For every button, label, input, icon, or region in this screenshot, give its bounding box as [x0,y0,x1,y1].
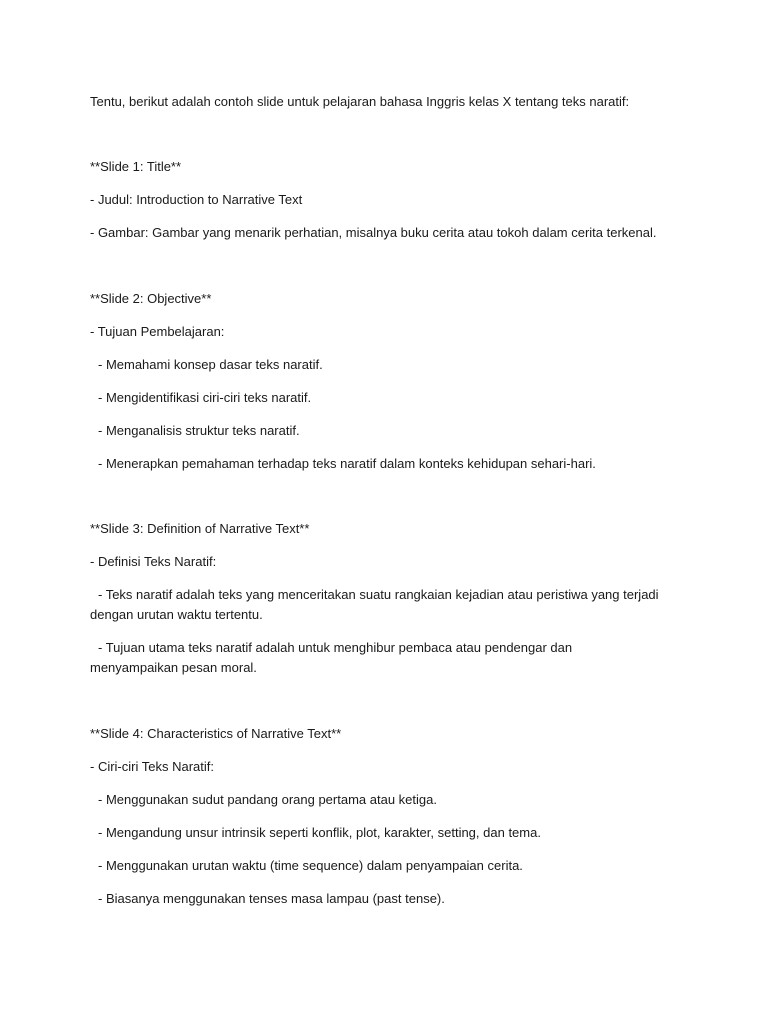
slide1-image-line: - Gambar: Gambar yang menarik perhatian, misalnya buku cerita atau tokoh dalam cerita terkenal. [90,225,657,240]
slide2-objective-label: - Tujuan Pembelajaran: [90,324,225,339]
slide3-heading: **Slide 3: Definition of Narrative Text** [90,521,310,536]
slide4-characteristics-label: - Ciri-ciri Teks Naratif: [90,759,214,774]
slide3-definition-item: - Teks naratif adalah teks yang menceritakan suatu rangkaian kejadian atau peristiwa yang terjadi dengan urutan waktu tertentu. [90,587,659,622]
slide3-definition-item: - Tujuan utama teks naratif adalah untuk menghibur pembaca atau pendengar dan menyampaikan pesan moral. [90,640,573,675]
slide3-definition-label: - Definisi Teks Naratif: [90,554,217,569]
slide2-objective-item: - Menganalisis struktur teks naratif. [98,423,300,438]
slide4-heading: **Slide 4: Characteristics of Narrative Text** [90,726,342,741]
slide2-objective-item: - Memahami konsep dasar teks naratif. [98,357,323,372]
slide2-heading: **Slide 2: Objective** [90,291,212,306]
slide4-characteristic-item: - Menggunakan sudut pandang orang pertama atau ketiga. [98,792,437,807]
slide4-characteristic-item: - Menggunakan urutan waktu (time sequence) dalam penyampaian cerita. [98,858,523,873]
slide2-objective-item: - Menerapkan pemahaman terhadap teks naratif dalam konteks kehidupan sehari-hari. [98,456,596,471]
slide2-objective-item: - Mengidentifikasi ciri-ciri teks naratif. [98,390,312,405]
slide4-characteristic-item: - Biasanya menggunakan tenses masa lampau (past tense). [98,891,445,906]
slide1-heading: **Slide 1: Title** [90,159,182,174]
intro-paragraph: Tentu, berikut adalah contoh slide untuk pelajaran bahasa Inggris kelas X tentang teks naratif: [90,94,630,109]
slide4-characteristic-item: - Mengandung unsur intrinsik seperti konflik, plot, karakter, setting, dan tema. [98,825,541,840]
slide1-title-line: - Judul: Introduction to Narrative Text [90,192,303,207]
